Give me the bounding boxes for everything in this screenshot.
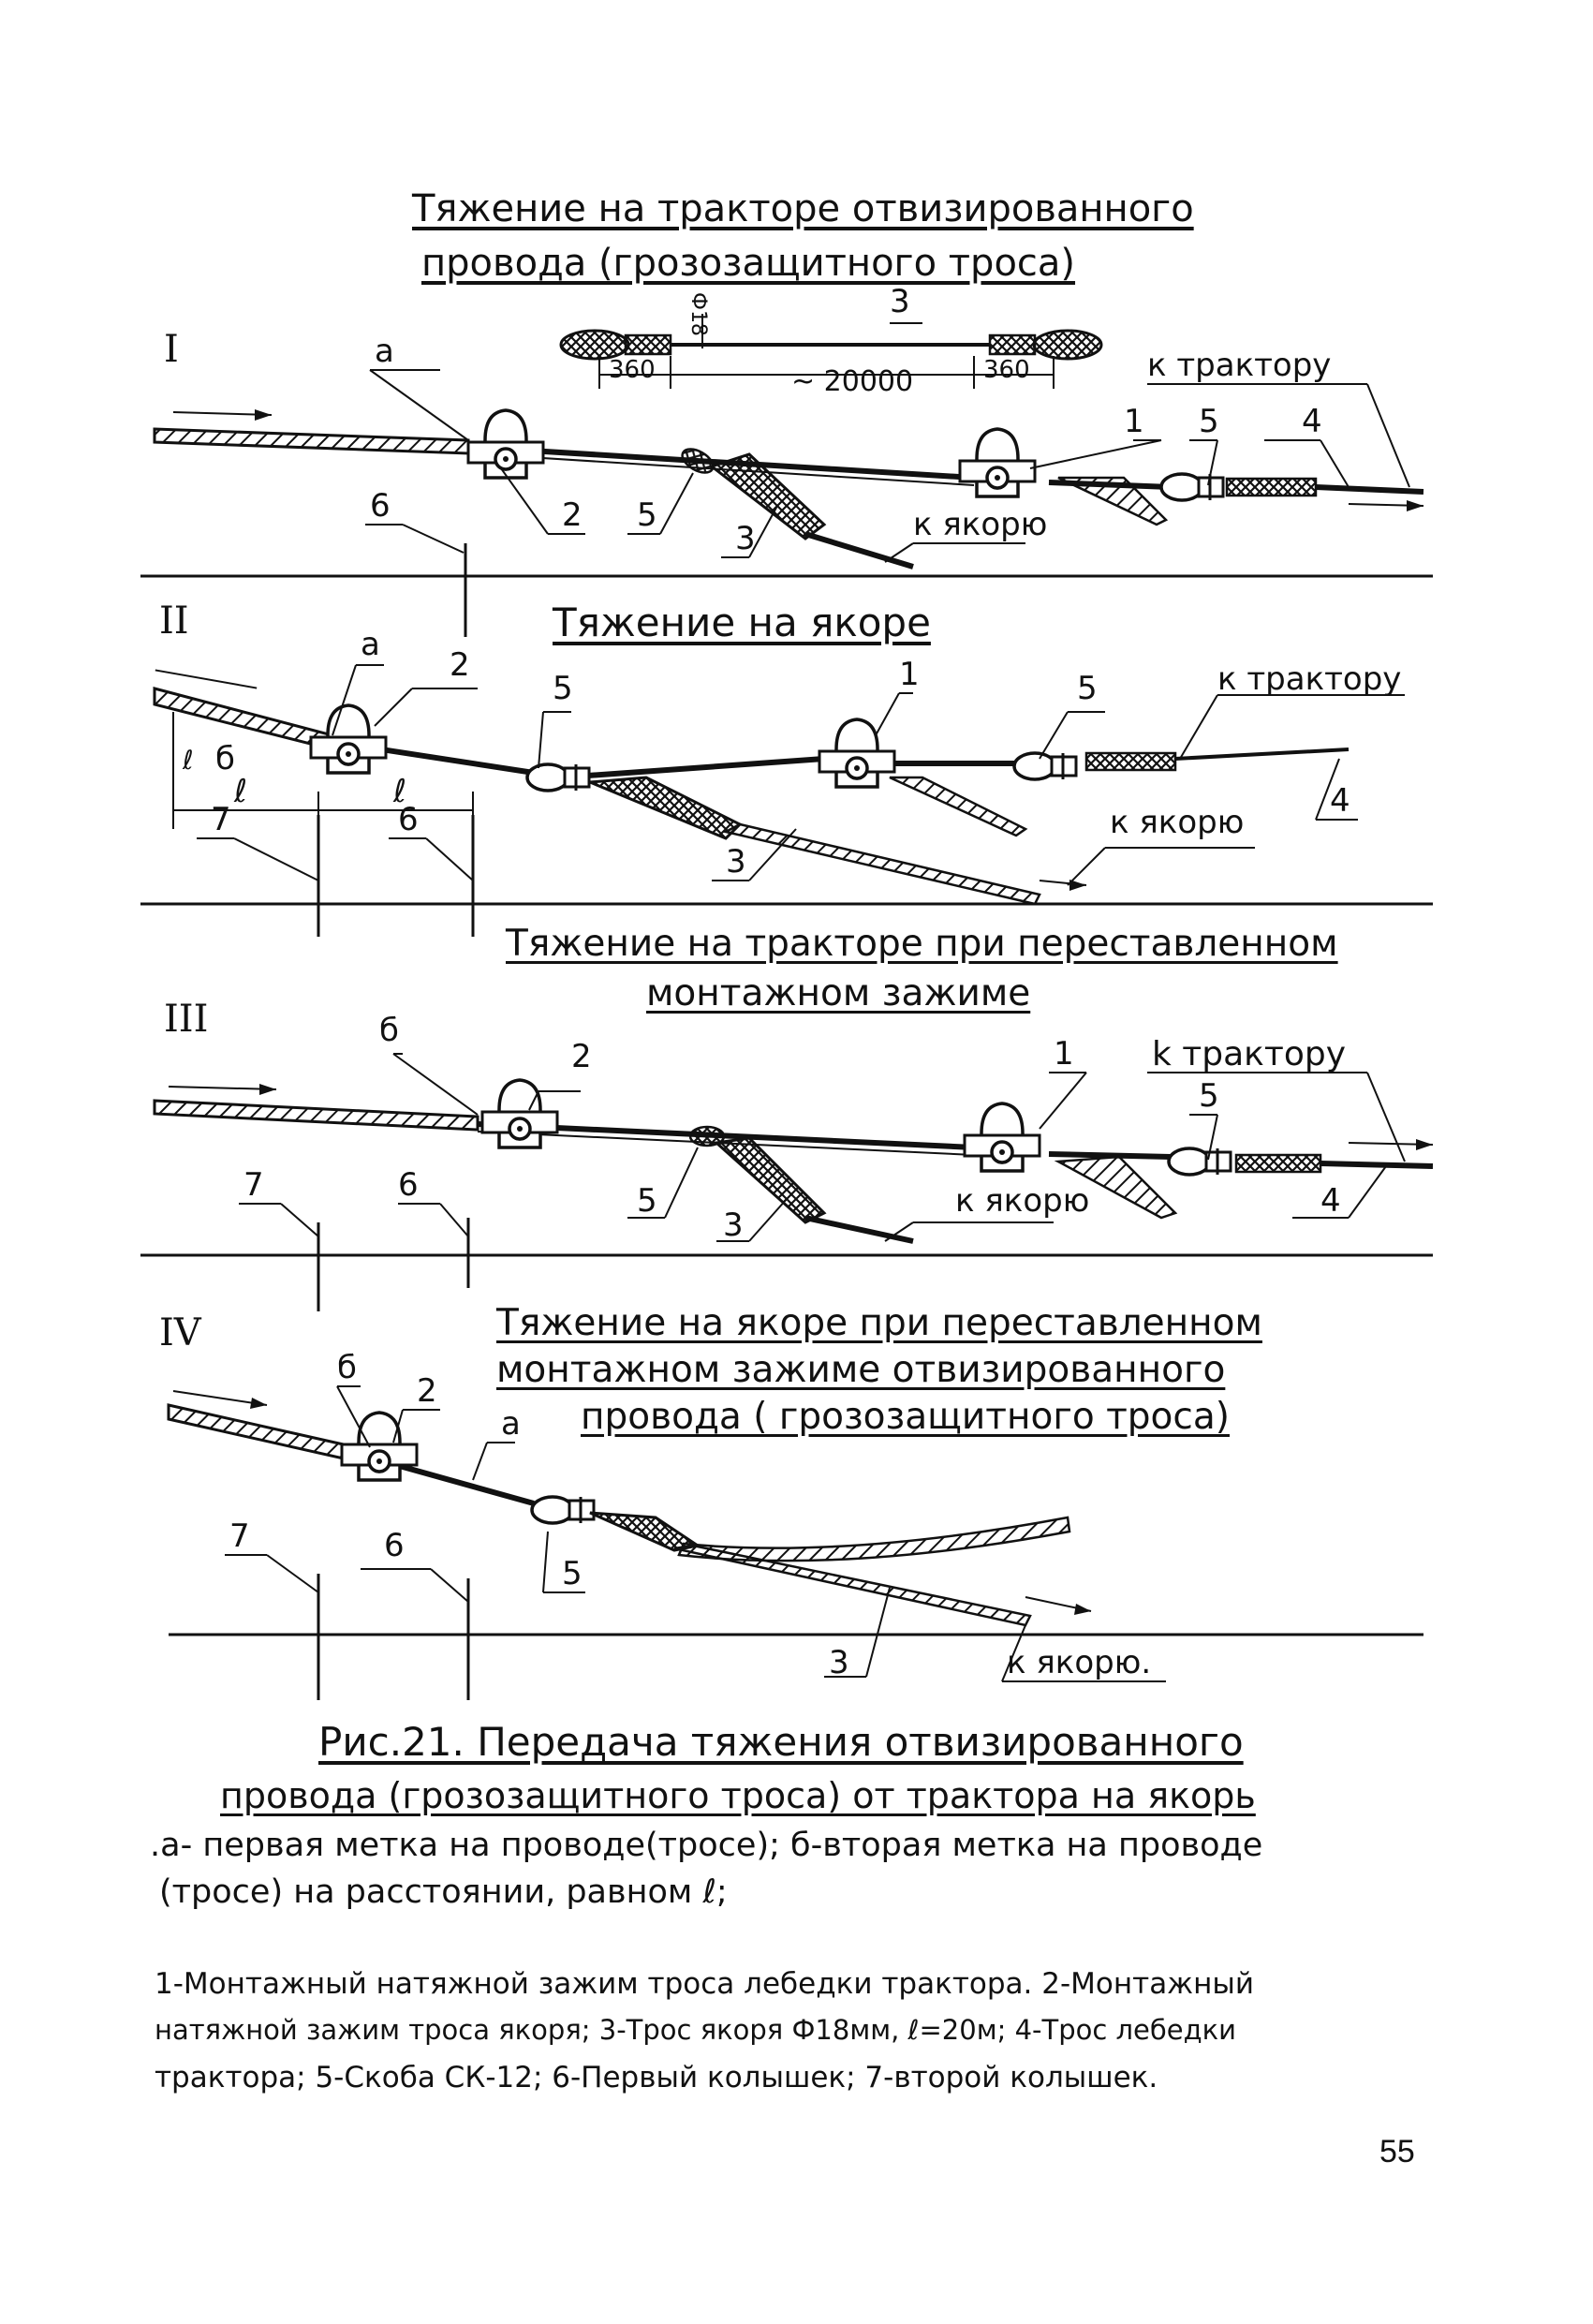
panel-4-num-2: 2 [417, 1372, 437, 1410]
panel-4-title-line-3: провода ( грозозащитного троса) [581, 1396, 1230, 1438]
figure-caption-line-3: .а- первая метка на проводе(тросе); б-вторая метка на проводе [150, 1827, 1263, 1864]
panel-2-label-tractor: к трактору [1217, 660, 1402, 698]
legend-line-3: трактора; 5-Скоба СК-12; 6-Первый колышек; 7-второй колышек. [155, 2061, 1158, 2095]
panel-1-label-anchor: к якорю [913, 506, 1048, 543]
panel-2-num-4: 4 [1330, 782, 1350, 820]
panel-1-title-line-2: провода (грозозащитного троса) [421, 242, 1076, 285]
panel-2-num-5a: 5 [553, 670, 573, 707]
panel-2-num-7: 7 [211, 801, 231, 838]
panel-1-dim-diameter: Ф18 [686, 292, 710, 336]
panel-3-num-7: 7 [243, 1166, 264, 1204]
panel-1-num-5a: 5 [637, 496, 657, 534]
panel-2-title: Тяжение на якоре [553, 600, 931, 645]
panel-1-num-5b: 5 [1199, 403, 1219, 440]
panel-1-label-a: а [375, 333, 394, 370]
panel-1-cable-label: 3 [890, 283, 910, 320]
panel-3-label-b: б [379, 1012, 399, 1049]
panel-1-title-line-1: Тяжение на тракторе отвизированного [412, 187, 1194, 230]
panel-1-dim-loop-right: 360 [983, 356, 1030, 384]
panel-2-label-b: б [215, 740, 235, 777]
panel-1-roman: I [164, 328, 179, 371]
panel-4-title-line-1: Тяжение на якоре при переставленном [496, 1302, 1262, 1344]
panel-2-label-a: а [361, 626, 380, 663]
panel-2-label-l3: ℓ [183, 745, 194, 776]
panel-3-num-1: 1 [1054, 1035, 1074, 1073]
panel-1-num-1: 1 [1124, 403, 1144, 440]
panel-2-num-5b: 5 [1077, 670, 1098, 707]
panel-4-label-b: б [337, 1349, 357, 1386]
panel-4-roman: IV [159, 1311, 201, 1354]
panel-2-num-3: 3 [726, 843, 746, 881]
panel-3-num-5a: 5 [637, 1182, 657, 1220]
panel-2-label-anchor: к якорю [1110, 804, 1245, 841]
panel-3-label-tractor: k трактору [1152, 1035, 1347, 1073]
panel-1-num-6: 6 [370, 487, 391, 525]
panel-2-drawing [140, 665, 1433, 937]
legend-line-2: натяжной зажим троса якоря; 3-Трос якоря Ф18мм, ℓ=20м; 4-Трос лебедки [155, 2014, 1237, 2046]
panel-1-num-2: 2 [562, 496, 583, 534]
panel-2-num-1: 1 [899, 656, 920, 693]
panel-2-label-l2: ℓ [393, 773, 407, 810]
panel-4-title-line-2: монтажном зажиме отвизированного [496, 1349, 1226, 1391]
panel-3-label-anchor: к якорю [955, 1182, 1090, 1220]
panel-4-label-a: а [501, 1405, 521, 1443]
figure-caption-line-2: провода (грозозащитного троса) от трактора на якорь [220, 1775, 1256, 1816]
panel-3-num-5b: 5 [1199, 1077, 1219, 1115]
panel-3-num-6: 6 [398, 1166, 419, 1204]
panel-1-label-tractor: к трактору [1147, 347, 1332, 384]
panel-3-title-line-2: монтажном зажиме [646, 972, 1031, 1014]
panel-2-num-6: 6 [398, 801, 419, 838]
panel-1-num-3: 3 [735, 520, 756, 557]
panel-1-dim-total: ~ 20000 [791, 365, 914, 398]
panel-1-dim-loop-left: 360 [609, 356, 656, 384]
panel-4-num-5: 5 [562, 1555, 583, 1592]
figure-caption-line-4: (тросе) на расстоянии, равном ℓ; [159, 1873, 728, 1911]
panel-1-num-4: 4 [1302, 403, 1322, 440]
panel-4-label-anchor: к якорю. [1007, 1644, 1152, 1681]
panel-4-num-6: 6 [384, 1527, 405, 1564]
figure-caption-line-1: Рис.21. Передача тяжения отвизированного [318, 1719, 1244, 1765]
panel-4-num-7: 7 [229, 1517, 250, 1555]
panel-3-drawing [140, 1054, 1433, 1311]
page-number: 55 [1379, 2134, 1415, 2169]
panel-2-label-l1: ℓ [234, 773, 248, 810]
legend-line-1: 1-Монтажный натяжной зажим троса лебедки трактора. 2-Монтажный [155, 1967, 1255, 2001]
panel-3-title-line-1: Тяжение на тракторе при переставленном [506, 923, 1338, 965]
panel-4-num-3: 3 [829, 1644, 849, 1681]
panel-3-num-3: 3 [723, 1206, 744, 1244]
panel-2-num-2: 2 [450, 646, 470, 684]
panel-3-num-2: 2 [571, 1038, 592, 1075]
panel-2-roman: II [159, 600, 189, 643]
panel-3-roman: III [164, 998, 209, 1041]
panel-3-num-4: 4 [1320, 1182, 1341, 1220]
